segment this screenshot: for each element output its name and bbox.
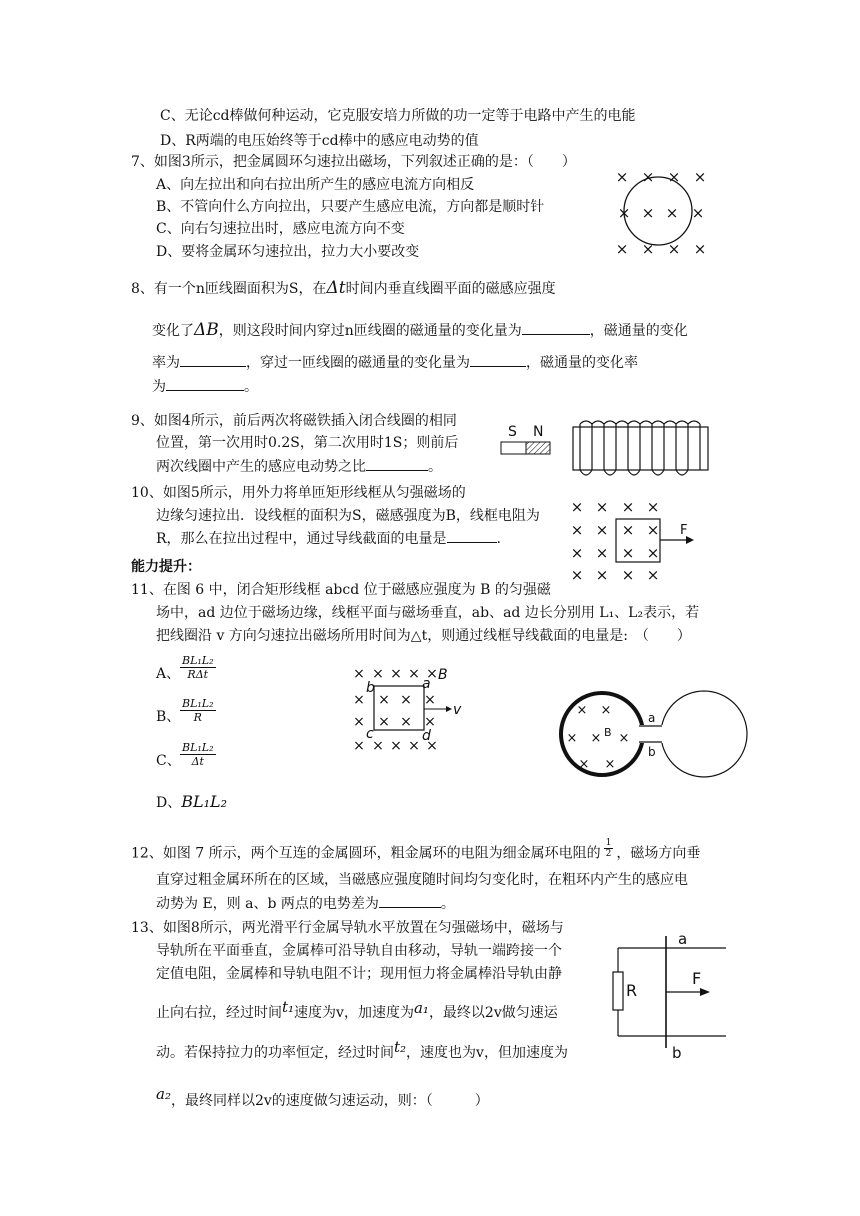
thin-ring — [661, 691, 747, 777]
cross-mark: × — [400, 714, 412, 730]
q13-t1: t₁ — [282, 998, 295, 1016]
q13-a2: a₂ — [156, 1085, 171, 1103]
cross-mark: × — [646, 544, 660, 562]
q12-text: 12、如图 7 所示，两个互连的金属圆环，粗金属环的电阻为细金属环电阻的 — [131, 845, 601, 862]
answer-blank[interactable] — [366, 456, 428, 471]
cross-mark: × — [641, 240, 655, 258]
frac-denominator: Δt — [191, 755, 204, 768]
answer-blank[interactable] — [180, 352, 246, 367]
frac-denominator: RΔt — [187, 668, 209, 681]
cross-mark: × — [615, 168, 629, 186]
q12-text: 动势为 E，则 a、b 两点的电势差为 — [156, 896, 379, 912]
cross-mark: × — [641, 204, 655, 222]
point-b-label: b — [648, 745, 656, 759]
frac-numerator: 1 — [605, 838, 612, 848]
cross-mark: × — [570, 521, 584, 539]
cross-mark: × — [604, 757, 616, 772]
field-crosses — [567, 703, 630, 772]
cross-mark: × — [570, 498, 584, 516]
figure-8 — [612, 930, 732, 1062]
cross-mark: × — [691, 204, 705, 222]
point-a-label: a — [678, 930, 688, 948]
q13-line4 — [156, 998, 558, 1023]
q13-text: ，最终以2v做匀速运 — [428, 1005, 558, 1021]
force-label: F — [680, 523, 688, 538]
q10-line3 — [156, 528, 501, 549]
cross-mark: × — [590, 731, 602, 746]
cross-mark: × — [646, 498, 660, 516]
magnet-s-label: S — [508, 424, 517, 440]
frac-numerator: BL₁L₂ — [182, 654, 214, 667]
q13-text: 动。若保持拉力的功率恒定，经过时间 — [156, 1045, 394, 1061]
q13-text: ，速度也为v，但加速度为 — [406, 1045, 568, 1061]
cross-mark: × — [378, 714, 390, 730]
cross-mark: × — [390, 738, 402, 754]
answer-blank[interactable] — [447, 528, 497, 543]
option-label: D、 — [156, 795, 182, 811]
cross-mark: × — [408, 666, 420, 682]
bar-magnet — [501, 424, 550, 454]
q11-option-d — [156, 792, 227, 813]
q12-line1 — [131, 838, 701, 864]
cross-mark: × — [617, 204, 631, 222]
q11-line1: 11、在图 6 中，闭合矩形线框 abcd 位于磁感应强度为 B 的匀强磁 — [131, 582, 551, 598]
q8-delta-b: ΔB — [194, 320, 219, 340]
q13-line6 — [156, 1085, 489, 1111]
cross-mark: × — [667, 168, 681, 186]
cross-mark: × — [646, 521, 660, 539]
cross-mark: × — [400, 692, 412, 708]
q10-line1: 10、如图5所示，用外力将单匝矩形线框从匀强磁场的 — [131, 485, 466, 501]
q9-line3 — [156, 456, 442, 477]
q11-option-a — [156, 664, 180, 684]
option-label: C、 — [156, 753, 181, 769]
point-b-label: b — [672, 1044, 682, 1062]
cross-mark: × — [424, 714, 436, 730]
point-a-label: a — [648, 711, 656, 725]
q9-text: 。 — [428, 459, 442, 475]
q8-delta-t: Δt — [326, 278, 346, 298]
answer-blank[interactable] — [379, 893, 441, 908]
corner-a-label: a — [422, 676, 431, 692]
q7-option-b: B、不管向什么方向拉出，只要产生感应电流，方向都是顺时针 — [156, 199, 545, 215]
corner-c-label: c — [366, 726, 374, 742]
option-label: A、 — [156, 666, 181, 682]
q13-text: 止向右拉，经过时间 — [156, 1005, 282, 1021]
q13-line1: 13、如图8所示，两光滑平行金属导轨水平放置在匀强磁场中，磁场与 — [131, 920, 564, 936]
q8-text: 8、有一个n匝线圈面积为S，在 — [131, 281, 327, 297]
q8-line2 — [152, 320, 688, 341]
cross-mark: × — [378, 692, 390, 708]
cross-mark: × — [646, 566, 660, 584]
cross-mark: × — [426, 738, 438, 754]
q7-option-d: D、要将金属环匀速拉出，拉力大小要改变 — [156, 244, 420, 260]
q13-a1: a₁ — [413, 999, 429, 1017]
cross-mark: × — [595, 521, 609, 539]
section-heading: 能力提升： — [131, 559, 201, 575]
q6-option-c: C、无论cd棒做何种运动，它克服安培力所做的功一定等于电路中产生的电能 — [160, 108, 636, 124]
cross-mark: × — [621, 498, 635, 516]
q10-text: R，那么在拉出过程中，通过导线截面的电量是 — [156, 531, 447, 547]
cross-mark: × — [595, 566, 609, 584]
q8-line3 — [152, 352, 638, 373]
q11-option-c-frac — [180, 741, 216, 768]
q11-option-c — [156, 751, 181, 771]
figure-6 — [350, 662, 470, 754]
q11-option-b-frac — [180, 697, 216, 724]
q12-line2: 直穿过粗金属环所在的区域，当磁感应强度随时间均匀变化时，在粗环内产生的感应电 — [156, 872, 688, 888]
cross-mark: × — [618, 731, 630, 746]
cross-mark: × — [576, 703, 588, 718]
q13-text: ，最终同样以2v的速度做匀速运动，则：（ ） — [170, 1093, 489, 1109]
cross-mark: × — [693, 240, 707, 258]
q7-option-a: A、向左拉出和向右拉出所产生的感应电流方向相反 — [156, 177, 475, 193]
answer-blank[interactable] — [166, 376, 244, 391]
cross-mark: × — [426, 666, 438, 682]
cross-mark: × — [424, 692, 436, 708]
q11-option-a-frac — [180, 654, 216, 681]
q8-text: 率为 — [152, 355, 180, 371]
figure-5 — [568, 496, 698, 582]
q12-text: ，磁场方向垂 — [616, 845, 701, 862]
q9-text: 两次线圈中产生的感应电动势之比 — [156, 459, 366, 475]
q8-line4 — [152, 376, 258, 397]
resistor — [613, 972, 623, 1010]
q7-option-c: C、向右匀速拉出时，感应电流方向不变 — [156, 221, 405, 237]
cross-mark: × — [353, 666, 365, 682]
q8-text: 为 — [152, 379, 166, 395]
q8-text: 变化了 — [152, 323, 194, 339]
q13-line5 — [156, 1038, 568, 1063]
q11-option-b — [156, 707, 180, 727]
magnet-n-label: N — [533, 424, 544, 440]
velocity-label: v — [453, 702, 462, 718]
cross-mark: × — [667, 240, 681, 258]
q13-line2: 导轨所在平面垂直，金属棒可沿导轨自由移动，导轨一端跨接一个 — [156, 943, 562, 959]
cross-mark: × — [600, 703, 612, 718]
cross-mark: × — [408, 738, 420, 754]
frac-denominator: R — [193, 711, 202, 724]
metal-ring — [624, 177, 692, 245]
q6-option-d: D、R两端的电压始终等于cd棒中的感应电动势的值 — [160, 133, 479, 149]
option-label: B、 — [156, 709, 181, 725]
force-label: F — [692, 969, 702, 988]
q13-line3: 定值电阻，金属棒和导轨电阻不计；现用恒力将金属棒沿导轨由静 — [156, 966, 562, 982]
cross-mark: × — [621, 544, 635, 562]
q8-text: ，磁通量的变化 — [589, 323, 688, 339]
cross-mark: × — [578, 757, 590, 772]
frac-numerator: BL₁L₂ — [182, 741, 214, 754]
q9-line2: 位置，第一次用时0.2S，第二次用时1S；则前后 — [156, 435, 459, 451]
q10-line2: 边缘匀速拉出．设线框的面积为S，磁感强度为B，线框电阻为 — [156, 508, 540, 524]
q12-text: 。 — [440, 896, 455, 912]
q13-t2: t₂ — [394, 1038, 407, 1056]
answer-blank[interactable] — [470, 352, 526, 367]
field-b-label: B — [604, 726, 612, 739]
field-b-label: B — [438, 667, 448, 683]
cross-mark: × — [665, 204, 679, 222]
corner-b-label: b — [366, 680, 375, 696]
q10-text: . — [496, 531, 501, 547]
q8-line1 — [131, 278, 556, 299]
q8-text: ，磁通量的变化率 — [526, 355, 638, 371]
cross-mark: × — [621, 566, 635, 584]
q12-line3 — [156, 893, 455, 914]
q8-text: ，则这段时间内穿过n匝线圈的磁通量的变化量为 — [218, 323, 522, 339]
answer-blank[interactable] — [522, 320, 590, 335]
cross-mark: × — [353, 714, 365, 730]
cross-mark: × — [372, 738, 384, 754]
frac-numerator: BL₁L₂ — [182, 697, 214, 710]
cross-mark: × — [390, 666, 402, 682]
frac-denominator: 2 — [605, 849, 612, 859]
figure-4 — [500, 414, 715, 486]
arrow-head-icon — [700, 988, 710, 996]
q9-line1: 9、如图4所示，前后两次将磁铁插入闭合线圈的相同 — [131, 413, 457, 429]
arrow-head-icon — [446, 706, 452, 712]
q7-stem: 7、如图3所示，把金属圆环匀速拉出磁场，下列叙述正确的是：（ ） — [131, 154, 576, 170]
cross-mark: × — [570, 566, 584, 584]
q11-line3: 把线圈沿 v 方向匀速拉出磁场所用时间为△t，则通过线框导线截面的电量是: （ ） — [156, 628, 691, 644]
option-d-value: BL₁L₂ — [181, 792, 228, 811]
cross-mark: × — [372, 666, 384, 682]
solenoid — [573, 421, 708, 475]
cross-mark: × — [595, 498, 609, 516]
q11-line2: 场中，ad 边位于磁场边缘，线框平面与磁场垂直，ab、ad 边长分别用 L₁、L₂表示，若 — [156, 605, 700, 621]
cross-mark: × — [570, 544, 584, 562]
q8-text: 时间内垂直线圈平面的磁感应强度 — [345, 281, 556, 297]
cross-mark: × — [595, 544, 609, 562]
q13-text: 速度为v，加速度为 — [294, 1005, 414, 1021]
figure-7 — [558, 688, 758, 780]
cross-mark: × — [693, 168, 707, 186]
q8-text: ，穿过一匝线圈的磁通量的变化量为 — [246, 355, 470, 371]
cross-mark: × — [615, 240, 629, 258]
q8-text: 。 — [244, 379, 258, 395]
cross-mark: × — [566, 731, 578, 746]
figure-3 — [610, 166, 720, 258]
resistor-label: R — [626, 981, 638, 1000]
field-crosses — [571, 498, 660, 584]
cross-mark: × — [353, 692, 365, 708]
cross-mark: × — [353, 738, 365, 754]
corner-d-label: d — [422, 728, 431, 744]
cross-mark: × — [621, 521, 635, 539]
cross-mark: × — [641, 168, 655, 186]
